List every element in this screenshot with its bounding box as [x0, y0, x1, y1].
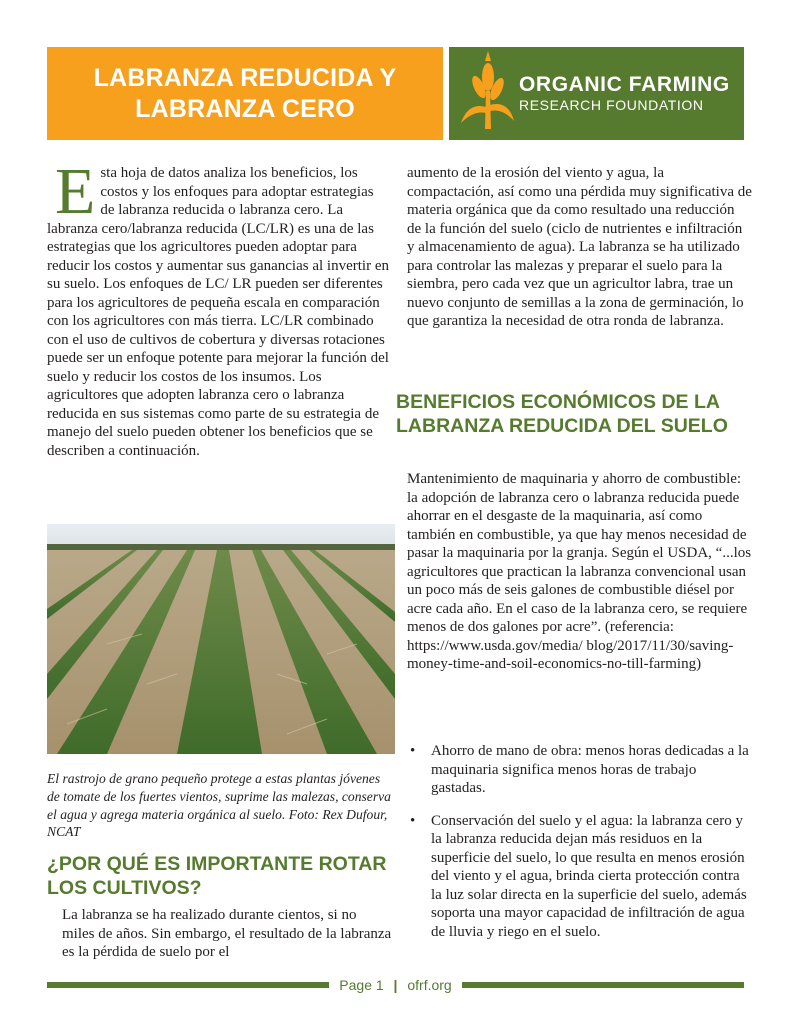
footer-separator: |	[393, 977, 398, 993]
section-heading-rotar: ¿POR QUÉ ES IMPORTANTE ROTAR LOS CULTIVOS?	[47, 853, 387, 899]
rotar-paragraph: La labranza se ha realizado durante cientos, si no miles de años. Sin embargo, el resultado de la labranza es la pérdida de suelo por el	[62, 907, 392, 960]
page-footer	[47, 976, 744, 994]
intro-text: sta hoja de datos analiza los beneficios, los costos y los enfoques para adoptar estrategias de labranza reducida o labranza cero. La labranza cero/labranza reducida (LC/LR) es una de las estrategias que los agricultores pueden adoptar para reducir los costos y aumentar sus ganancias al invertir en su suelo. Los enfoques de LC/ LR pueden ser diferentes para los agricultores de pequeña escala en comparación con los agricultores con más tierra. LC/LR combinado con el uso de cultivos de cobertura y diversas rotaciones puede ser un enfoque potente para mejorar la función del suelo y reducir los costos de los insumos. Los agricultores que adopten labranza cero o labranza reducida en sus sistemas como parte de su estrategia de manejo del suelo pueden obtener los beneficios que se describen a continuación.	[47, 165, 389, 459]
brand-banner	[449, 47, 744, 140]
document-title-banner	[47, 47, 443, 140]
continued-paragraph: aumento de la erosión del viento y agua, la compactación, así como una pérdida muy significativa de materia orgánica que da como resultado una reducción de la función del suelo (ciclo de nutrientes e infiltración y almacenamiento de agua). La labranza se ha utilizado para controlar las malezas y preparar el suelo para la siembra, pero cada vez que un agricultor labra, trae un nuevo conjunto de semillas a la zona de germinación, lo que garantiza la necesidad de otra ronda de labranza.	[407, 165, 752, 329]
beneficios-paragraph: Mantenimiento de maquinaria y ahorro de combustible: la adopción de labranza cero o labranza reducida puede ahorrar en el desgaste de la maquinaria, así como también en combustible, ya que hay menos necesidad de pasar la maquinaria por la granja. Según el USDA, “...los agricultores que practican la labranza convencional usan un poco más de seis galones de combustible diésel por acre cada año. En el caso de la labranza cero, se requiere menos de dos galones por acre”. (referencia: https://www.usda.gov/media/ blog/2017/11/30/saving-money-time-and-soil-economics-no-till-farming)	[407, 471, 752, 672]
drop-cap: E	[55, 155, 96, 228]
document-title-line1: LABRANZA REDUCIDA Y	[93, 63, 397, 92]
brand-subtitle: RESEARCH FOUNDATION	[519, 97, 704, 113]
document-title-line2: LABRANZA CERO	[135, 94, 355, 123]
beneficios-bullet-list	[410, 742, 750, 955]
brand-name: ORGANIC FARMING	[519, 73, 730, 96]
section-heading-beneficios: BENEFICIOS ECONÓMICOS DE LA LABRANZA REDUCIDA DEL SUELO	[396, 391, 728, 437]
bullet-item: • Conservación del suelo y el agua: la labranza cero y la labranza reducida dejan más residuos en la superficie del suelo, lo que resulta en menos erosión del viento y el agua, brinda cierta protección contra la luz solar directa en la superficie del suelo, además soporta una mayor capacidad de infiltración de agua de lluvia y riego en el suelo.	[410, 812, 750, 942]
bullet-item: • Ahorro de mano de obra: menos horas dedicadas a la maquinaria significa menos horas de trabajo gastadas.	[410, 742, 750, 798]
footer-text	[329, 977, 461, 993]
photo-caption: El rastrojo de grano pequeño protege a estas plantas jóvenes de tomate de los fuertes vientos, suprime las malezas, conserva el agua y agrega materia orgánica al suelo. Foto: Rex Dufour, NCAT	[47, 771, 391, 840]
field-photo	[47, 524, 395, 754]
page-number: Page 1	[339, 977, 384, 993]
intro-paragraph	[47, 155, 389, 460]
footer-rule-right	[462, 982, 744, 988]
site-link[interactable]: ofrf.org	[407, 977, 452, 993]
footer-rule-left	[47, 982, 329, 988]
corn-stalk-logo-icon	[455, 47, 517, 140]
